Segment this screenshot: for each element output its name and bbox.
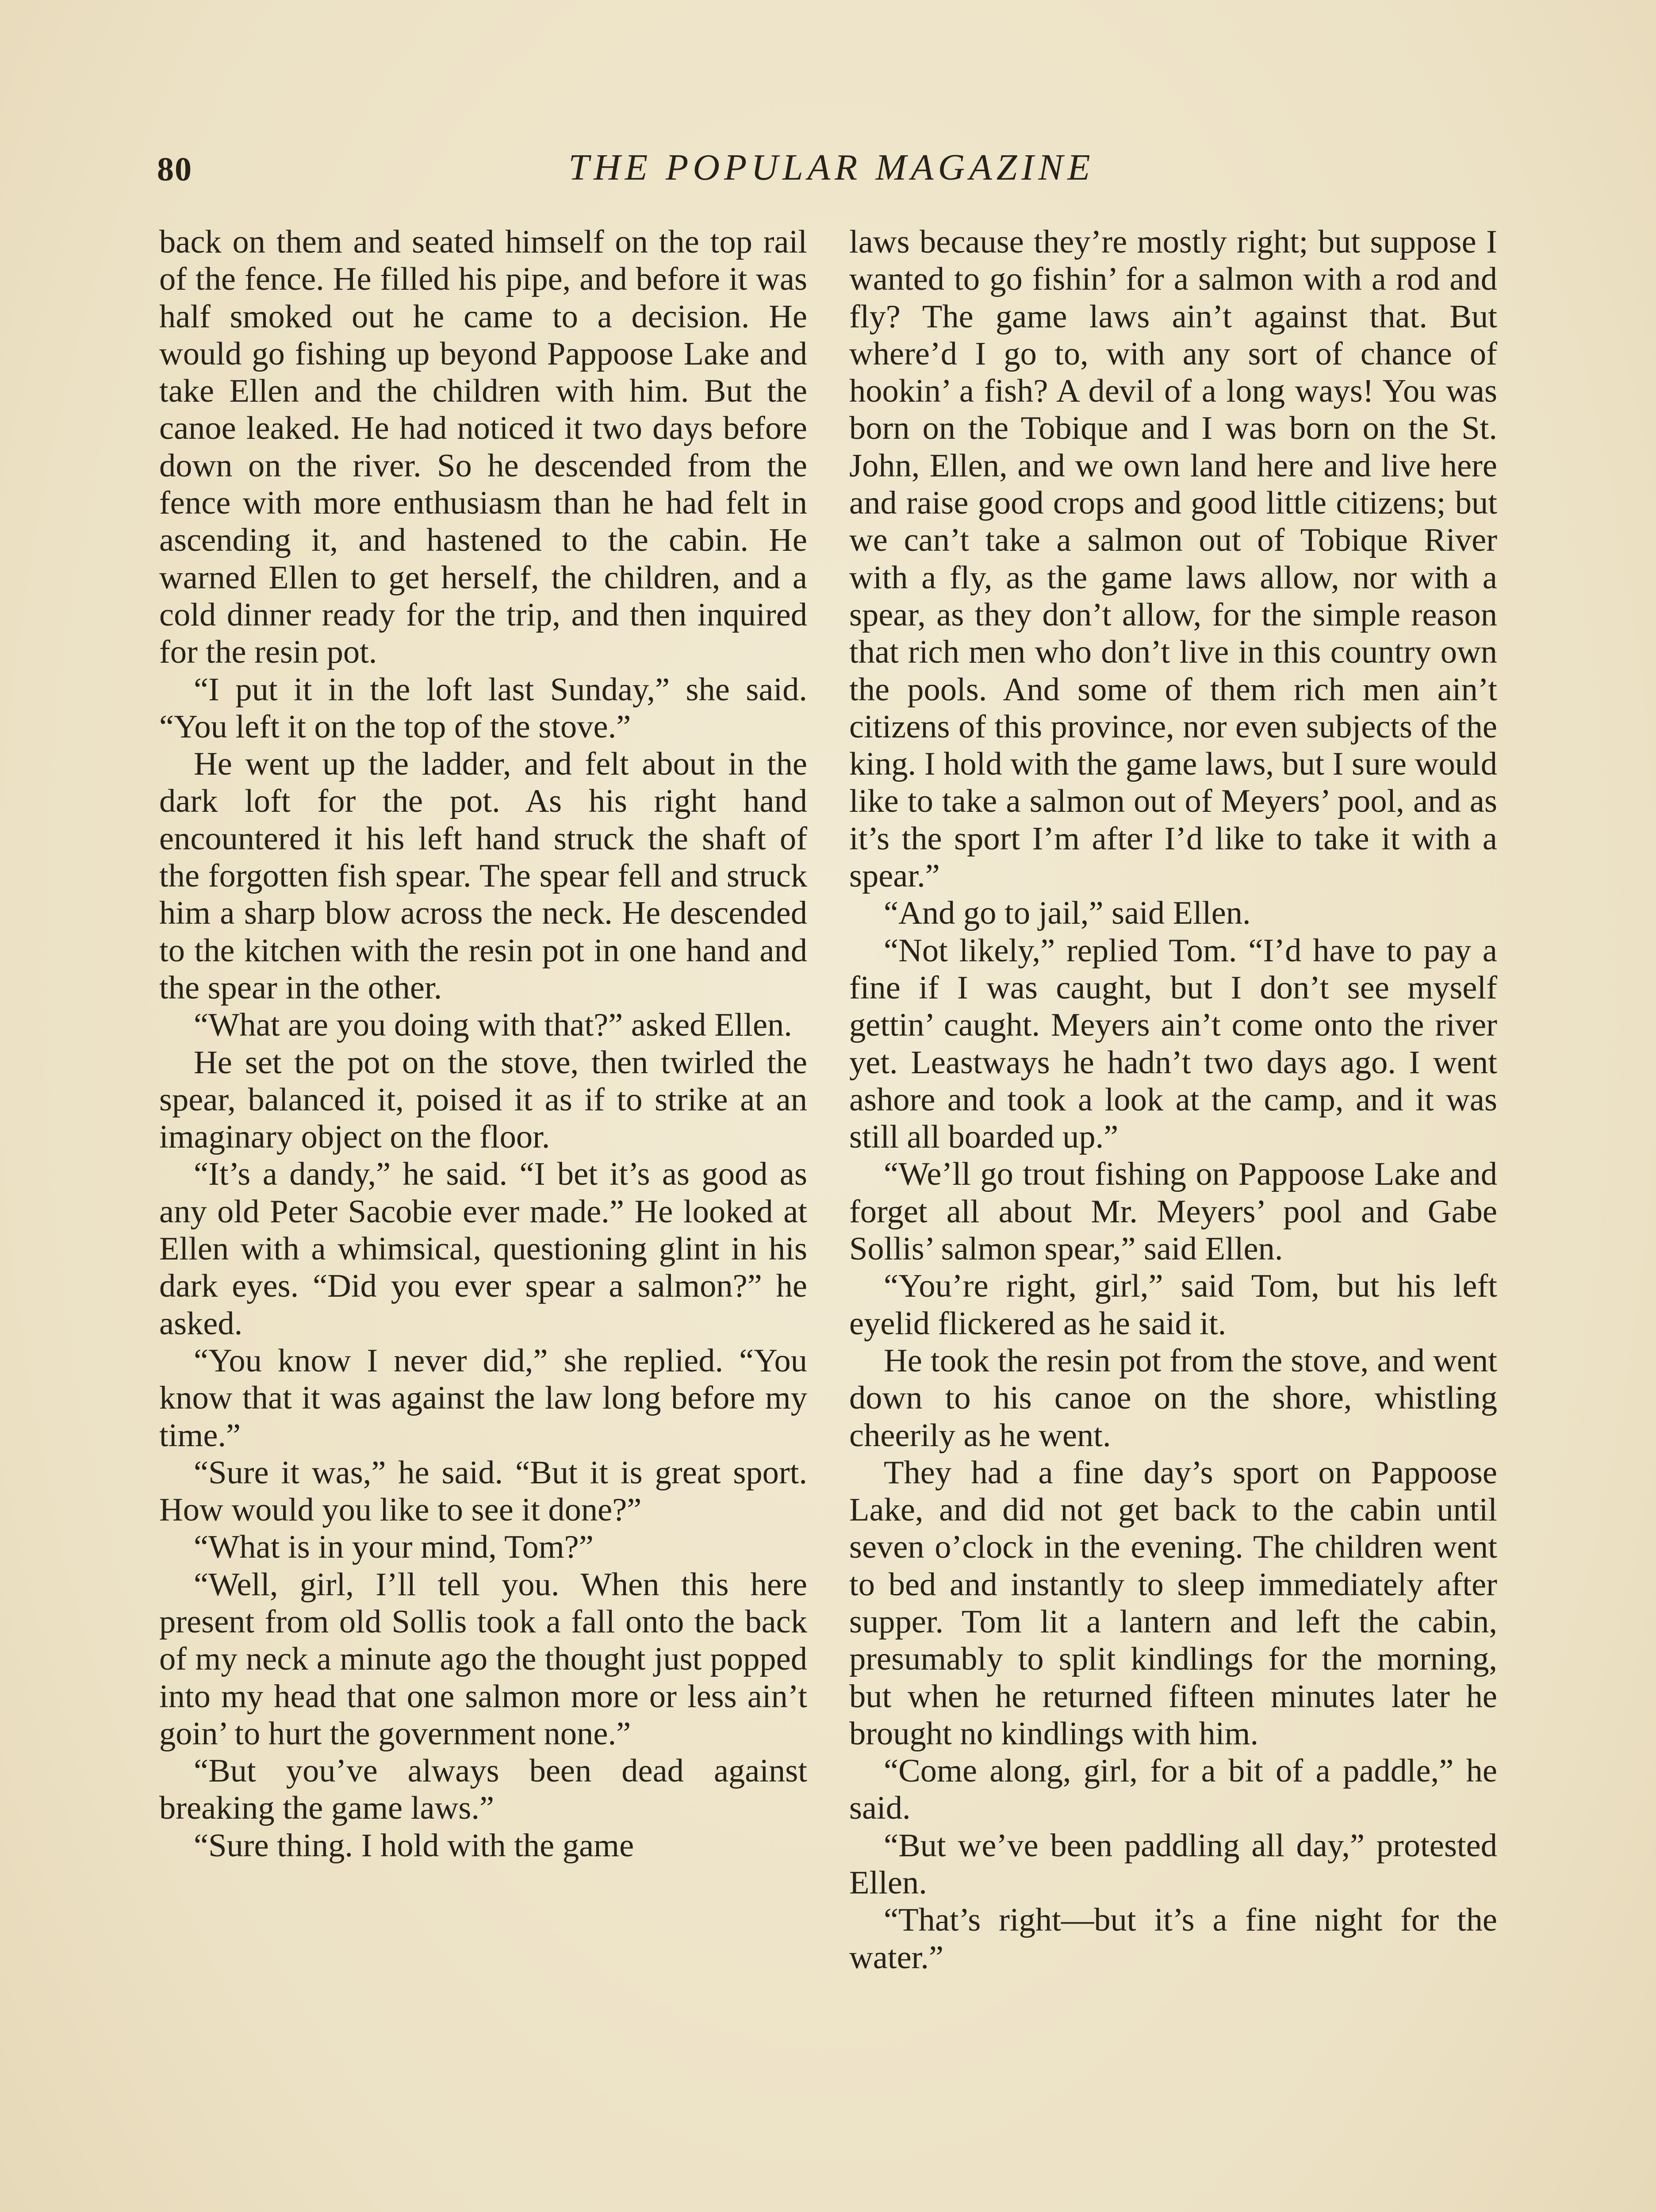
paragraph: “Come along, girl, for a bit of a paddle,” he said. — [849, 1753, 1497, 1827]
paragraph: “Not likely,” replied Tom. “I’d have to pay a fine if I was caught, but I don’t see myself gettin’ caught. Meyers ain’t come onto the river yet. Leastways he hadn’t two days ago. I went ashore and took a look at the camp, and it was still all boarded up.” — [849, 932, 1497, 1156]
page-header — [157, 146, 1506, 212]
paragraph: “Sure it was,” he said. “But it is great sport. How would you like to see it done?” — [159, 1454, 807, 1528]
paragraph: “You’re right, girl,” said Tom, but his left eyelid flickered as he said it. — [849, 1268, 1497, 1342]
paragraph: They had a fine day’s sport on Pappoose Lake, and did not get back to the cabin until seven o’clock in the evening. The children went to bed and instantly to sleep immediately after supper. Tom lit a lantern and left the cabin, presumably to split kindlings for the morning, but when he returned fifteen minutes later he brought no kindlings with him. — [849, 1454, 1497, 1752]
paragraph: “What is in your mind, Tom?” — [194, 1529, 594, 1566]
paragraph: He took the resin pot from the stove, and went down to his canoe on the shore, whistling cheerily as he went. — [849, 1342, 1497, 1454]
paragraph: “I put it in the loft last Sunday,” she said. “You left it on the top of the stove.” — [159, 671, 807, 745]
paragraph: “And go to jail,” said Ellen. — [884, 895, 1251, 932]
paragraph: “Well, girl, I’ll tell you. When this here present from old Sollis took a fall onto the back of my neck a minute ago the thought just popped into my head that one salmon more or less ain’t goin’ to hurt the government none.” — [159, 1566, 807, 1752]
paragraph: He went up the ladder, and felt about in the dark loft for the pot. As his right hand encountered it his left hand struck the shaft of the forgotten fish spear. The spear fell and struck him a sharp blow across the neck. He descended to the kitchen with the resin pot in one hand and the spear in the other. — [159, 746, 807, 1006]
paragraph: “We’ll go trout fishing on Pappoose Lake and forget all about Mr. Meyers’ pool and Gabe Sollis’ salmon spear,” said Ellen. — [849, 1156, 1497, 1267]
paragraph: laws because they’re mostly right; but suppose I wanted to go fishin’ for a salmon with a rod and fly? The game laws ain’t against that. But where’d I go to, with any sort of chance of hookin’ a fish? A devil of a long ways! You was born on the Tobique and I was born on the St. John, Ellen, and we own land here and live here and raise good crops and good little citizens; but we can’t take a salmon out of Tobique River with a fly, as the game laws allow, nor with a spear, as they don’t allow, for the simple reason that rich men who don’t live in this country own the pools. And some of them rich men ain’t citizens of this province, nor even subjects of the king. I hold with the game laws, but I sure would like to take a salmon out of Meyers’ pool, and as it’s the sport I’m after I’d like to take it with a spear.” — [849, 224, 1497, 895]
paragraph: “It’s a dandy,” he said. “I bet it’s as good as any old Peter Sacobie ever made.” He looked at Ellen with a whimsical, questioning glint in his dark eyes. “Did you ever spear a salmon?” he asked. — [159, 1156, 807, 1342]
paragraph: “That’s right—but it’s a fine night for the water.” — [849, 1902, 1497, 1976]
running-head: THE POPULAR MAGAZINE — [568, 147, 1095, 188]
paragraph: “What are you doing with that?” asked Ellen. — [194, 1007, 792, 1044]
text-column-right — [849, 223, 1497, 1976]
paragraph: back on them and seated himself on the top rail of the fence. He filled his pipe, and before it was half smoked out he came to a decision. He would go fishing up beyond Pappoose Lake and take Ellen and the children with him. But the canoe leaked. He had noticed it two days before down on the river. So he descended from the fence with more enthusiasm than he had felt in ascending it, and hastened to the cabin. He warned Ellen to get herself, the children, and a cold dinner ready for the trip, and then inquired for the resin pot. — [159, 224, 807, 671]
text-column-left — [159, 223, 807, 1864]
paragraph: “But you’ve always been dead against breaking the game laws.” — [159, 1753, 807, 1827]
page-number: 80 — [157, 151, 192, 188]
paragraph: “Sure thing. I hold with the game — [194, 1827, 634, 1864]
paragraph: He set the pot on the stove, then twirled the spear, balanced it, poised it as if to strike at an imaginary object on the floor. — [159, 1044, 807, 1156]
paragraph: “But we’ve been paddling all day,” protested Ellen. — [849, 1827, 1497, 1901]
paragraph: “You know I never did,” she replied. “You know that it was against the law long before my time.” — [159, 1342, 807, 1454]
